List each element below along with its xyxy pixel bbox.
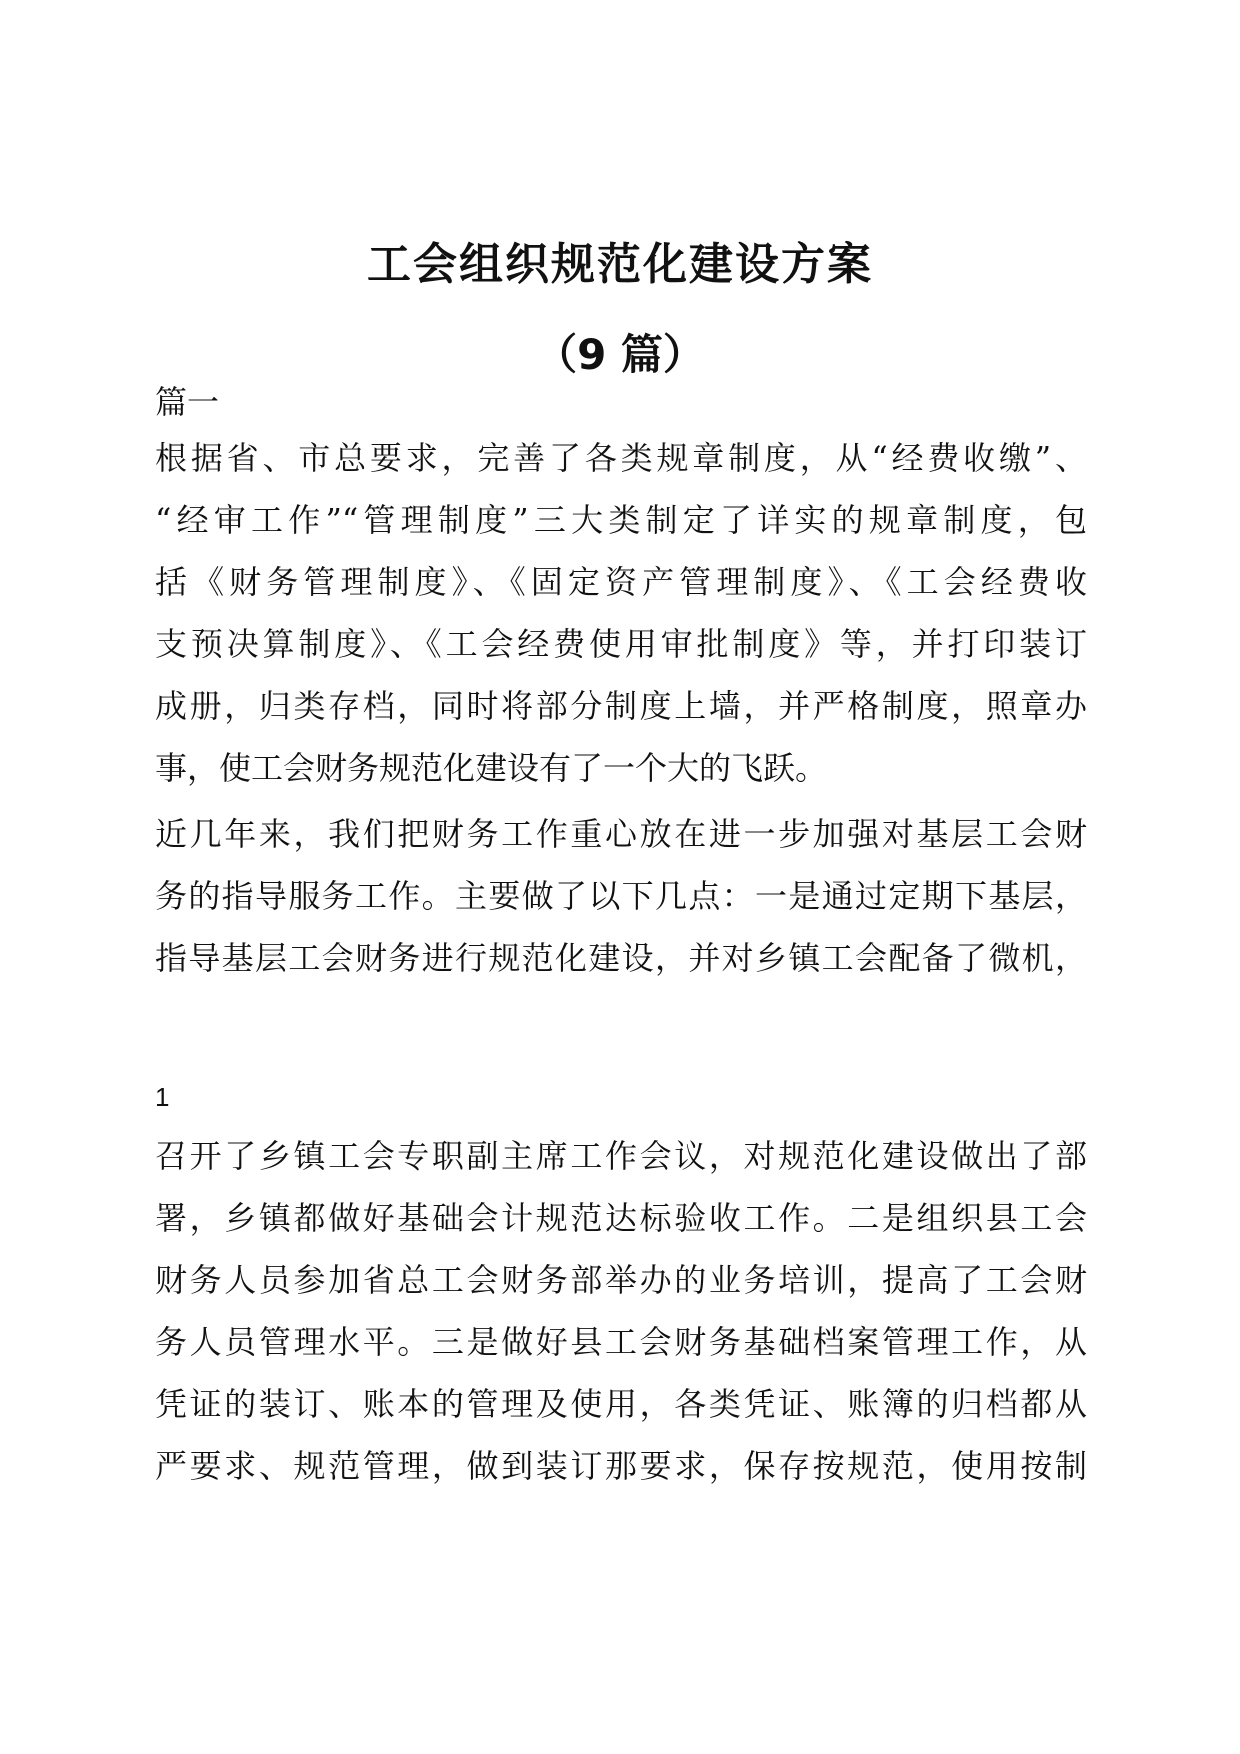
paragraph1-line: “经审工作”“管理制度”三大类制定了详实的规章制度，包 (155, 501, 1087, 539)
paragraph3-line: 署，乡镇都做好基础会计规范达标验收工作。二是组织县工会 (155, 1199, 1087, 1237)
paragraph2-line: 务的指导服务工作。主要做了以下几点：一是通过定期下基层， (155, 877, 1087, 915)
paragraph3-line: 财务人员参加省总工会财务部举办的业务培训，提高了工会财 (155, 1261, 1087, 1299)
paragraph1-line: 括《财务管理制度》、《固定资产管理制度》、《工会经费收 (155, 563, 1087, 601)
paragraph1-line: 支预决算制度》、《工会经费使用审批制度》等，并打印装订 (155, 625, 1087, 663)
paragraph1-line: 事，使工会财务规范化建设有了一个大的飞跃。 (155, 749, 828, 787)
document-subtitle: （9 篇） (535, 330, 705, 379)
paragraph1-line: 成册，归类存档，同时将部分制度上墙，并严格制度，照章办 (155, 687, 1087, 725)
section-heading: 篇一 (155, 383, 220, 421)
paragraph3-line: 凭证的装订、账本的管理及使用，各类凭证、账簿的归档都从 (155, 1385, 1087, 1423)
page-number: 1 (155, 1082, 170, 1112)
document-title: 工会组织规范化建设方案 (367, 239, 873, 290)
paragraph3-line: 严要求、规范管理，做到装订那要求，保存按规范，使用按制 (155, 1447, 1087, 1485)
paragraph2-line: 近几年来，我们把财务工作重心放在进一步加强对基层工会财 (155, 815, 1087, 853)
paragraph1-line: 根据省、市总要求，完善了各类规章制度，从“经费收缴”、 (155, 439, 1087, 477)
paragraph3-line: 务人员管理水平。三是做好县工会财务基础档案管理工作，从 (155, 1323, 1087, 1361)
paragraph3-line: 召开了乡镇工会专职副主席工作会议，对规范化建设做出了部 (155, 1137, 1087, 1175)
paragraph2-line: 指导基层工会财务进行规范化建设，并对乡镇工会配备了微机， (155, 939, 1087, 977)
